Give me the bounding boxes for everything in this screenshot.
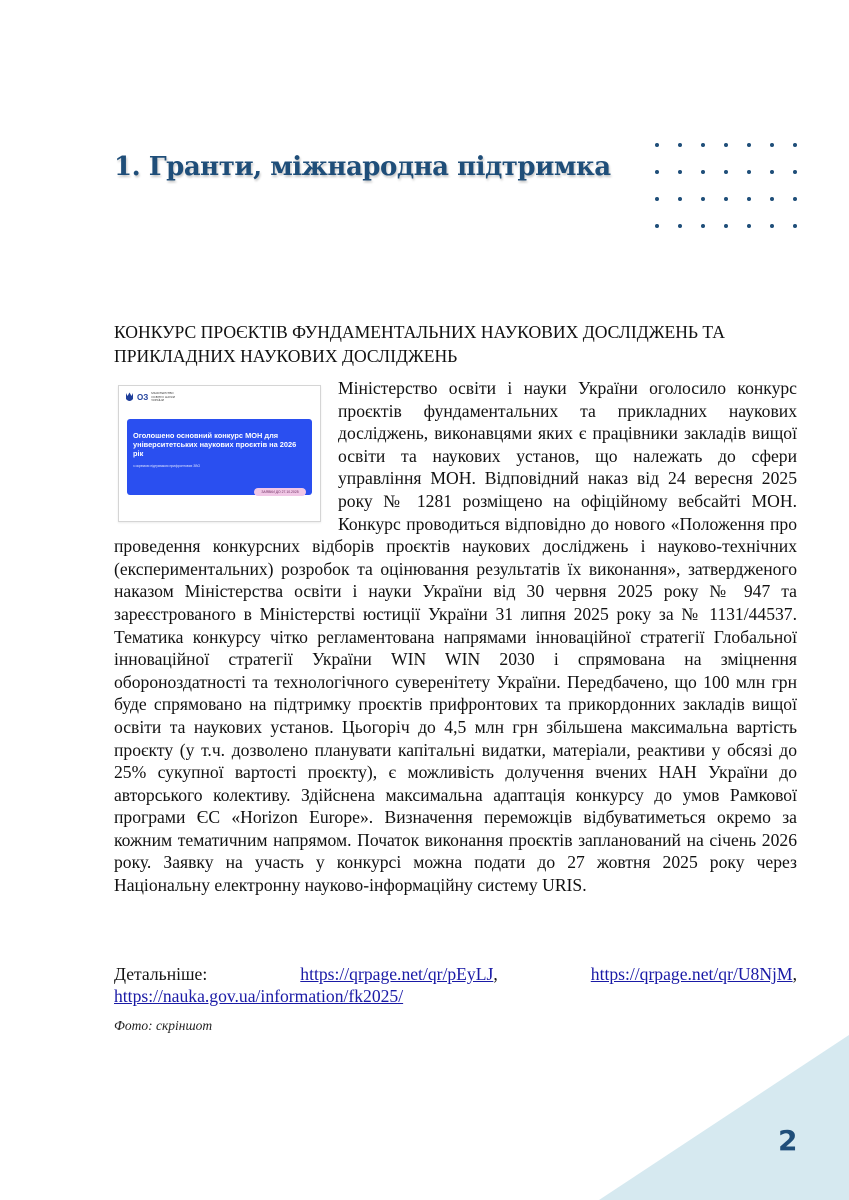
dot	[701, 143, 705, 147]
dot	[701, 224, 705, 228]
dot	[747, 197, 751, 201]
more-links-line: Детальніше: https://qrpage.net/qr/pEyLJ, https://qrpage.net/qr/U8NjM,	[114, 964, 797, 984]
banner-title: Оголошено основний конкурс МОН для університетських наукових проєктів на 2026 рік	[133, 431, 297, 458]
logo-mark: ОЗ	[137, 393, 149, 402]
dot	[655, 197, 659, 201]
dot	[770, 224, 774, 228]
article-body-text: Міністерство освіти і науки України оголосило конкурс проєктів фундаментальних та прикладних наукових досліджень, виконавцями яких є працівники закладів вищої освіти та наукових установ, що належать до сфери управління МОН. Відповідний наказ від 24 вересня 2025 року № 1281 розміщено на офіційному вебсайті МОН. Конкурс проводиться відповідно до нового «Положення про проведення конкурсних відборів проєктів наукових досліджень і науково-технічних (експериментальних) розробок та оцінювання результатів їх виконання», затвердженого наказом Міністерства освіти і науки України від 30 червня 2025 року № 947 та зареєстрованого в Міністерстві юстиції України 31 липня 2025 року за № 1131/44537. Тематика конкурсу чітко регламентована напрямами інноваційної стратегії Глобальної інноваційної стратегії України WIN WIN 2030 і спрямована на зміцнення обороноздатності та технологічного суверенітету України. Передбачено, що 100 млн грн буде спрямовано на підтримку проєктів прифронтових та прикордонних закладів вищої освіти та наукових установ. Цьогоріч до 4,5 млн грн збільшена максимальна вартість проєкту (у т.ч. дозволено планувати капітальні видатки, матеріали, реактиви у обсязі до 25% сукупної вартості проєкту), є можливість долучення вчених НАН України до авторського колективу. Здійснена максимальна адаптація конкурсу до умов Рамкової програми ЄС «Horizon Europe». Визначення переможців відбуватиметься окремо за кожним тематичним напрямом. Початок виконання проєктів запланований на січень 2026 року. Заявку на участь у конкурсі можна подати до 27 жовтня 2025 року через Національну електронну науково-інформаційну систему URIS.	[114, 378, 797, 896]
link-qrpage-2[interactable]: https://qrpage.net/qr/U8NjM	[590, 964, 793, 984]
dot	[678, 143, 682, 147]
page-number: 2	[778, 1124, 798, 1157]
dot	[655, 143, 659, 147]
banner-button: ЗАЯВКИ ДО 27.10.2025	[254, 488, 306, 496]
dot	[724, 143, 728, 147]
dot	[770, 170, 774, 174]
dot	[701, 170, 705, 174]
banner-subtitle: з окремою підтримкою прифронтових ЗВО	[133, 464, 201, 468]
dot	[678, 197, 682, 201]
dot	[793, 170, 797, 174]
dot	[701, 197, 705, 201]
dot	[724, 197, 728, 201]
dot	[678, 224, 682, 228]
dot	[770, 143, 774, 147]
link-qrpage-1[interactable]: https://qrpage.net/qr/pEyLJ	[300, 964, 494, 984]
link-nauka[interactable]: https://nauka.gov.ua/information/fk2025/	[114, 986, 404, 1006]
dot	[793, 224, 797, 228]
dot	[747, 170, 751, 174]
logo-text: МІНІСТЕРСТВО ОСВІТИ І НАУКИ УКРАЇНИ	[151, 391, 175, 403]
dot	[655, 170, 659, 174]
dot	[747, 224, 751, 228]
article-body	[114, 377, 797, 897]
more-links-line-2	[114, 985, 403, 1007]
article-heading: КОНКУРС ПРОЄКТІВ ФУНДАМЕНТАЛЬНИХ НАУКОВИХ ДОСЛІДЖЕНЬ ТА ПРИКЛАДНИХ НАУКОВИХ ДОСЛІДЖЕНЬ	[114, 322, 726, 366]
dot	[747, 143, 751, 147]
dot	[793, 197, 797, 201]
dot	[655, 224, 659, 228]
section-title: 1. Гранти, міжнародна підтримка	[114, 152, 611, 182]
dot	[793, 143, 797, 147]
decorative-corner-triangle	[599, 1035, 849, 1200]
dot	[724, 224, 728, 228]
dot	[770, 197, 774, 201]
photo-caption: Фото: скріншот	[114, 1018, 213, 1033]
more-label: Детальніше:	[114, 964, 208, 984]
dot	[724, 170, 728, 174]
dot	[678, 170, 682, 174]
